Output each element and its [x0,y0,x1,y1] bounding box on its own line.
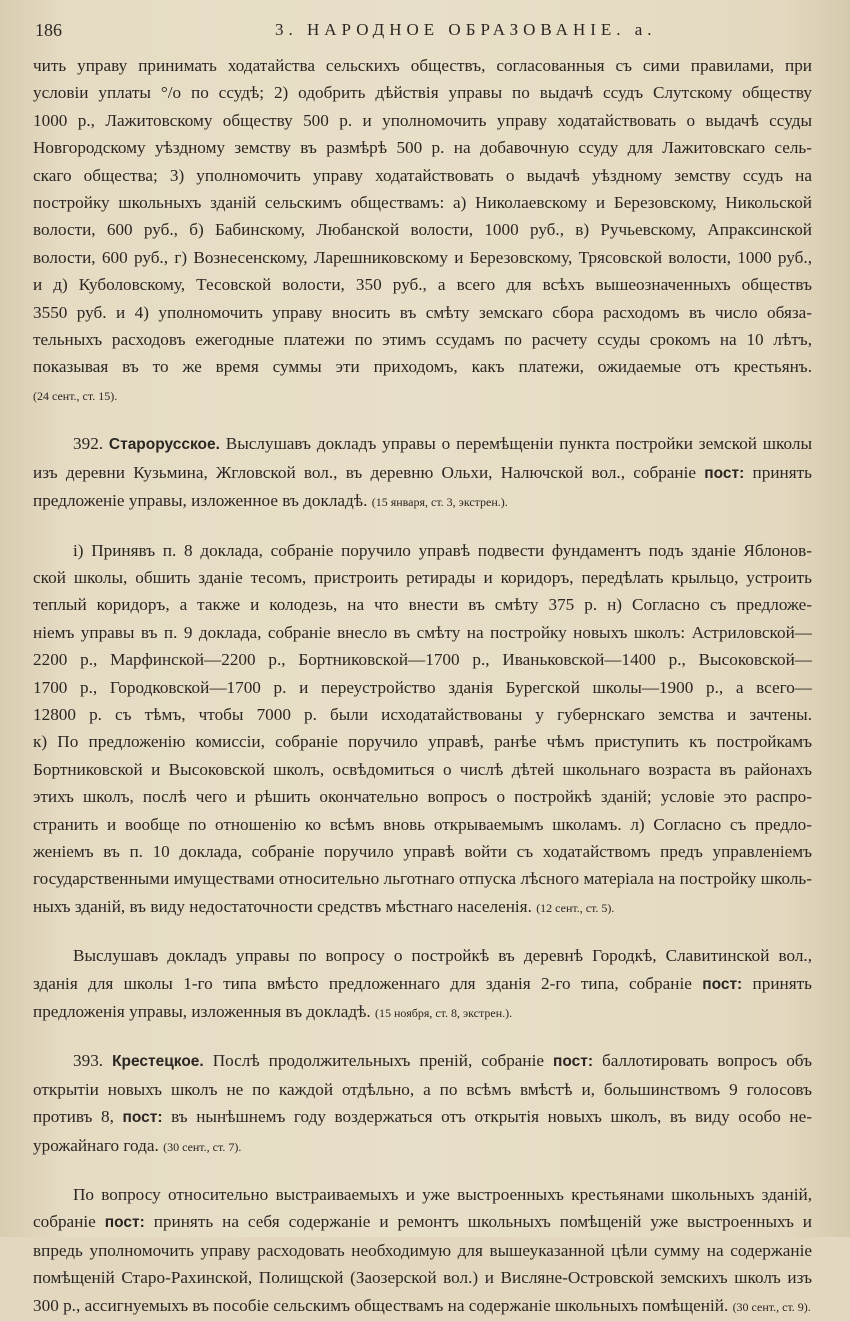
text-line: Новгородскому уѣздному земству въ размѣрѣ 500 р. на добавочную ссуду для Лажитовскаго сель- [33,138,812,158]
source-reference: (12 сент., ст. 5). [536,900,615,915]
text-line: открытіи новыхъ школъ не по каждой отдѣльно, а по всѣмъ вмѣстѣ и, большинствомъ 9 голосовъ [33,1079,812,1099]
paragraph [33,52,812,410]
text-line: 1000 р., Лажитовскому обществу 500 р. и уполномочить управу ходатайствовать о выдачѣ ссуды [33,110,812,130]
text-line: изъ деревни Кузьмина, Жгловской вол., въ деревню Ольхи, Налючской вол., собраніе пост: принять [33,462,812,482]
text-line: 2200 р., Марфинской—2200 р., Бортниковской—1700 р., Иваньковской—1400 р., Высоковской— [33,650,812,670]
text-line: і) Принявъ п. 8 доклада, собраніе поручило управѣ подвести фундаментъ подъ зданіе Яблонов- [73,540,812,560]
page-header [33,20,812,52]
source-reference: (15 января, ст. 3, экстрен.). [371,495,508,510]
text-line: волости, 600 руб., г) Вознесенскому, Ларешниковскому и Березовскому, Трясовской волости, 1000 руб., [33,247,812,267]
text-line: условіи уплаты °/о по ссудѣ; 2) одобрить дѣйствія управы по выдачѣ ссудъ Слутскому обществу [33,83,812,103]
text-line: ніемъ управы въ п. 9 доклада, собраніе внесло въ смѣту на постройку новыхъ школъ: Астриловской— [33,622,812,642]
text-line: теплый коридоръ, а также и колодезь, на что внести въ смѣту 375 р. н) Согласно съ предложе- [33,595,812,615]
source-reference: (30 сент., ст. 9). [732,1299,811,1314]
text-line: тельныхъ расходовъ ежегодные платежи по этимъ ссудамъ по расчету ссуды срокомъ на 10 лѣтъ, [33,330,812,350]
text-line: собраніе пост: принять на себя содержаніе и ремонтъ школьныхъ помѣщеній уже выстроенныхъ и [33,1212,813,1232]
text-line: 1700 р., Городковской—1700 р. и переустройство зданія Бурегской школы—1900 р., а всего— [33,677,812,697]
text-line: 12800 р. съ тѣмъ, чтобы 7000 р. были исходатайствованы у губернскаго земства и зачтены. [33,704,812,724]
text-line: женіемъ въ п. 10 доклада, собраніе поручило управѣ войти съ ходатайствомъ предъ управленіемъ [33,841,812,861]
text-line: предложеніе управы, изложенное въ докладѣ. (15 января, ст. 3, экстрен.). [33,491,508,511]
text-line: к) По предложенію комиссіи, собраніе поручило управѣ, ранѣе чѣмъ приступить къ постройкамъ [33,732,812,752]
text-line: 393. Крестецкое. Послѣ продолжительныхъ преній, собраніе пост: баллотировать вопросъ объ [73,1051,813,1071]
text-line: ныхъ зданій, въ виду недостаточности средствъ мѣстнаго населенія. (12 сент., ст. 5). [33,896,615,916]
running-title: 3. НАРОДНОЕ ОБРАЗОВАНІЕ. а. [275,20,657,39]
text-line: скаго общества; 3) уполномочить управу ходатайствовать о выдачѣ уѣздному земству ссудъ на [33,165,812,185]
text-line: противъ 8, пост: въ нынѣшнемъ году воздержаться отъ открытія новыхъ школъ, въ виду особо не- [33,1107,812,1127]
text-line: и д) Куболовскому, Тесовской волости, 350 руб., а всего для всѣхъ вышеозначенныхъ обществъ [33,275,812,295]
source-reference: (30 сент., ст. 7). [163,1139,242,1154]
text-line: государственными имуществами относительно льготнаго отпуска лѣсного матеріала на постройку школь- [33,869,812,889]
text-line: 3550 руб. и 4) уполномочить управу вносить въ смѣту земскаго сбора расходомъ въ число обяза- [33,302,812,322]
paragraph [33,1047,812,1161]
source-reference: (24 сент., ст. 15). [33,388,118,403]
text-line: чить управу принимать ходатайства сельскихъ обществъ, согласованныя съ сими правилами, при [33,56,812,75]
paragraph [33,430,812,516]
text-line: волости, 600 руб., б) Бабинскому, Любанской волости, 1000 руб., в) Ручьевскому, Апраксинской [33,220,812,240]
text-line: 392. Старорусское. Выслушавъ докладъ управы о перемѣщеніи пункта постройки земской школы [73,434,813,454]
text-line: предложенія управы, изложенныя въ докладѣ. (15 ноября, ст. 8, экстрен.). [33,1002,513,1021]
text-line: постройку школьныхъ зданій сельскимъ обществамъ: а) Николаевскому и Березовскому, Никольской [33,193,812,213]
text-line: помѣщеній Старо-Рахинской, Полищской (Заозерской вол.) и Висляне-Островской земскихъ школъ изъ [33,1268,812,1288]
text-line: Выслушавъ докладъ управы по вопросу о постройкѣ въ деревнѣ Городкѣ, Славитинской вол., [73,946,812,966]
text-line: показывая въ то же время суммы эти приходомъ, какъ платежи, ожидаемые отъ крестьянъ. [33,357,812,377]
text-line: зданія для школы 1-го типа вмѣсто предложеннаго для зданія 2-го типа, собраніе пост: принять [33,973,812,993]
text-line: странить и вообще по отношенію ко всѣмъ вновь открываемымъ школамъ. л) Согласно съ предло- [33,814,812,834]
source-reference: (15 ноября, ст. 8, экстрен.). [375,1006,513,1020]
text-line: урожайнаго года. (30 сент., ст. 7). [33,1135,242,1155]
paragraph [33,537,812,923]
paragraph [33,942,812,1027]
page-number: 186 [35,20,62,40]
text-line: ской школы, обшить зданіе тесомъ, пристроить ретирады и коридоръ, передѣлать крыльцо, устроить [33,567,812,587]
text-line: Бортниковской и Высоковской школъ, освѣдомиться о числѣ дѣтей школьнаго возраста въ районахъ [33,759,812,779]
text-line: 300 р., ассигнуемыхъ въ пособіе сельскимъ обществамъ на содержаніе школьныхъ помѣщеній. (30 сент., ст. 9). [33,1295,811,1315]
text-line: впредь уполномочить управу расходовать необходимую для вышеуказанной цѣли сумму на содержаніе [33,1240,812,1260]
text-line: этихъ школъ, послѣ чего и рѣшить окончательно вопросъ о постройкѣ зданій; условіе это распро- [33,787,812,807]
paragraph [33,1181,812,1321]
text-line: По вопросу относительно выстраиваемыхъ и уже выстроенныхъ крестьянами школьныхъ зданій, [73,1185,812,1205]
